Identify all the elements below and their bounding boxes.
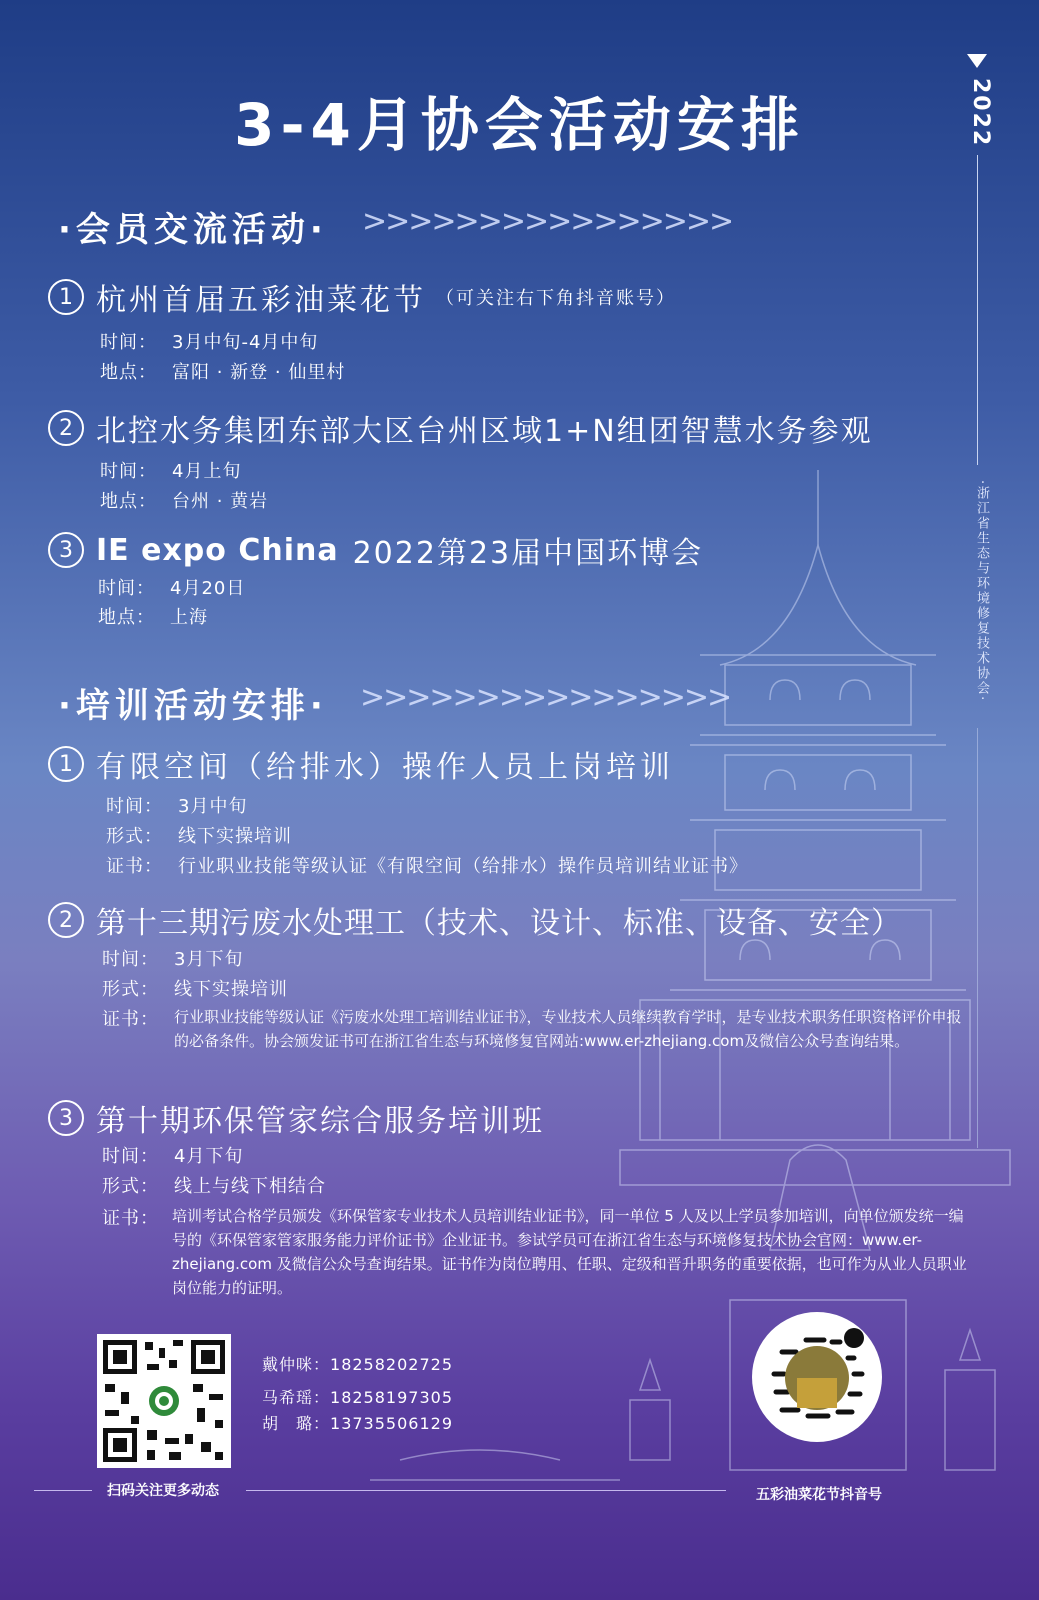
douyin-qr-code[interactable] (752, 1312, 882, 1442)
douyin-caption: 五彩油菜花节抖音号 (756, 1487, 882, 1503)
chevron-decoration: >>>>>>>>>>>>>>>> (362, 204, 733, 239)
training-cert: 证书： 行业职业技能等级认证《有限空间（给排水）操作员培训结业证书》 (106, 856, 748, 877)
training-cert: 培训考试合格学员颁发《环保管家专业技术人员培训结业证书》，同一单位 5 人及以上学员参加培训，向单位颁发统一编号的《环保管家管家服务能力评价证书》企业证书。参试学员可在浙江省生态与环境修复技术协会官网：www.er-zhejiang.com 及微信公众号查询结果。证书作为岗位聘用、任职、定级和晋升职务的重要依据，也可作为从业人员职业岗位能力的证明。 (172, 1207, 967, 1297)
vertical-divider (977, 728, 978, 1148)
training-time: 时间： 3月中旬 (106, 796, 248, 817)
event-title: 杭州首届五彩油菜花节 (96, 283, 426, 318)
divider-line (34, 1490, 92, 1491)
number-circle: 3 (48, 1100, 84, 1136)
qr-caption: 扫码关注更多动态 (107, 1483, 219, 1499)
training-time: 时间： 3月下旬 (102, 949, 244, 970)
vertical-divider (977, 155, 978, 465)
number-circle: 2 (48, 902, 84, 938)
training-title: 第十期环保管家综合服务培训班 (96, 1104, 544, 1139)
training-form: 形式： 线下实操培训 (102, 979, 288, 1000)
training-3 (48, 1096, 544, 1140)
number-circle: 1 (48, 746, 84, 782)
event-title-en: IE expo China (96, 532, 339, 568)
event-note: （可关注右下角抖音账号） (436, 288, 676, 309)
chevron-decoration: >>>>>>>>>>>>>>>> (360, 680, 731, 715)
event-time: 时间： 4月上旬 (100, 461, 242, 482)
event-place: 地点： 富阳 · 新登 · 仙里村 (100, 362, 346, 383)
contact-2: 马希瑶：18258197305 (262, 1388, 453, 1407)
training-cert-label: 证书： (102, 1009, 159, 1030)
year-label: 2022 (968, 78, 993, 148)
douyin-code-icon (752, 1312, 882, 1442)
training-1 (48, 742, 674, 786)
event-title: 2022第23届中国环博会 (352, 536, 704, 571)
contact-1: 戴仲咪：18258202725 (262, 1355, 453, 1374)
section-heading-member: ·会员交流活动· (58, 210, 328, 250)
event-time: 时间： 4月20日 (98, 578, 246, 599)
member-event-2 (48, 406, 873, 450)
divider-line (246, 1490, 726, 1491)
training-title: 有限空间（给排水）操作人员上岗培训 (96, 750, 674, 785)
training-form: 形式： 线下实操培训 (106, 826, 292, 847)
training-time: 时间： 4月下旬 (102, 1146, 244, 1167)
number-circle: 3 (48, 532, 84, 568)
member-event-3 (48, 528, 703, 572)
training-form: 形式： 线上与线下相结合 (102, 1176, 326, 1197)
section-heading-training: ·培训活动安排· (58, 686, 328, 726)
contact-3: 胡 璐：13735506129 (262, 1414, 453, 1433)
event-time: 时间： 3月中旬-4月中旬 (100, 332, 319, 353)
event-place: 地点： 台州 · 黄岩 (100, 491, 269, 512)
association-name: ·浙江省生态与环境修复技术协会· (974, 480, 989, 703)
number-circle: 1 (48, 279, 84, 315)
event-title: 北控水务集团东部大区台州区域1+N组团智慧水务参观 (96, 414, 873, 449)
page-title: 3-4月协会活动安排 (234, 91, 805, 159)
triangle-icon (967, 54, 987, 68)
wechat-qr-code[interactable] (97, 1334, 231, 1468)
member-event-1 (48, 275, 676, 319)
training-2 (48, 898, 902, 942)
training-title: 第十三期污废水处理工（技术、设计、标准、设备、安全） (96, 906, 902, 941)
event-place: 地点： 上海 (98, 607, 208, 628)
training-cert: 行业职业技能等级认证《污废水处理工培训结业证书》，专业技术人员继续教育学时，是专业技术职务任职资格评价申报的必备条件。协会颁发证书可在浙江省生态与环境修复官网站:www.er-zhejiang.com及微信公众号查询结果。 (174, 1008, 962, 1050)
number-circle: 2 (48, 410, 84, 446)
training-cert-label: 证书： (102, 1208, 159, 1229)
qr-code-icon (97, 1334, 231, 1468)
